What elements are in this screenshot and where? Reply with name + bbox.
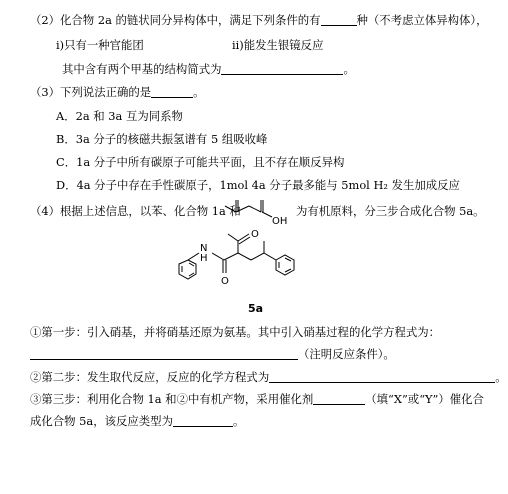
compound-5a-structure — [168, 223, 348, 299]
q2-cond-i: i)只有一种官能团 — [56, 38, 144, 52]
q4-stem-a: （4）根据上述信息，以苯、化合物 1a 和 — [30, 204, 241, 218]
step3-end: 。 — [232, 414, 245, 428]
q2-line1 — [30, 13, 488, 28]
q2-line3 — [62, 62, 355, 77]
q4-step3-line2 — [30, 414, 244, 429]
step1-equation-blank[interactable] — [30, 348, 298, 360]
q4-step3-line1 — [30, 392, 484, 407]
step2-end: 。 — [495, 370, 507, 384]
q2-line3-text: 其中含有两个甲基的结构简式为 — [62, 62, 222, 76]
q4-step1: ①第一步：引入硝基，并将硝基还原为氨基。其中引入硝基过程的化学方程式为： — [30, 325, 441, 339]
compound-5a-label: 5a — [248, 302, 264, 315]
q4-step2 — [30, 370, 507, 385]
step3-text-c: 成化合物 5a，该反应类型为 — [30, 414, 173, 428]
step2-text: ②第二步：发生取代反应，反应的化学方程式为 — [30, 370, 270, 384]
step3-text-a: ③第三步：利用化合物 1a 和②中有机产物，采用催化剂 — [30, 392, 314, 406]
q2-cond-ii: ii)能发生银镜反应 — [232, 38, 324, 52]
q2-text-a: （2）化合物 2a 的链状同分异构体中，满足下列条件的有 — [30, 13, 321, 27]
q2-text-b: 种（不考虑立体异构体）， — [356, 13, 488, 27]
ketone-o-label: O — [251, 229, 259, 240]
reagent-structure — [222, 196, 294, 226]
step3-text-b: （填“X”或“Y”）催化合 — [365, 392, 484, 406]
q3-option-b: B．3a 分子的核磁共振氢谱有 5 组吸收峰 — [56, 132, 268, 146]
catalyst-blank[interactable] — [313, 393, 365, 405]
q3-answer-blank[interactable] — [151, 86, 193, 98]
amide-o-label: O — [221, 276, 229, 287]
q3-stem-end: 。 — [193, 85, 205, 99]
reaction-type-blank[interactable] — [173, 415, 233, 427]
step1-note: （注明反应条件）。 — [298, 347, 395, 361]
reagent-oh-label: OH — [272, 216, 288, 226]
q4-stem-b: 为有机原料，分三步合成化合物 5a。 — [296, 204, 485, 218]
q2-line3-end: 。 — [343, 62, 355, 76]
q4-step1-answer-line — [30, 347, 395, 362]
q2-structure-blank[interactable] — [221, 63, 343, 75]
q3-option-c: C．1a 分子中所有碳原子可能共平面，且不存在顺反异构 — [56, 155, 345, 169]
q3-stem — [30, 85, 205, 100]
atom-n-label: N — [200, 243, 208, 254]
q2-count-blank[interactable] — [321, 14, 357, 26]
q3-stem-text: （3）下列说法正确的是 — [30, 85, 152, 99]
q3-option-a: A．2a 和 3a 互为同系物 — [56, 109, 183, 123]
step2-equation-blank[interactable] — [269, 371, 495, 383]
atom-h-label: H — [200, 253, 208, 264]
q3-option-d: D．4a 分子中存在手性碳原子，1mol 4a 分子最多能与 5mol H₂ 发生加成反应 — [56, 178, 460, 192]
